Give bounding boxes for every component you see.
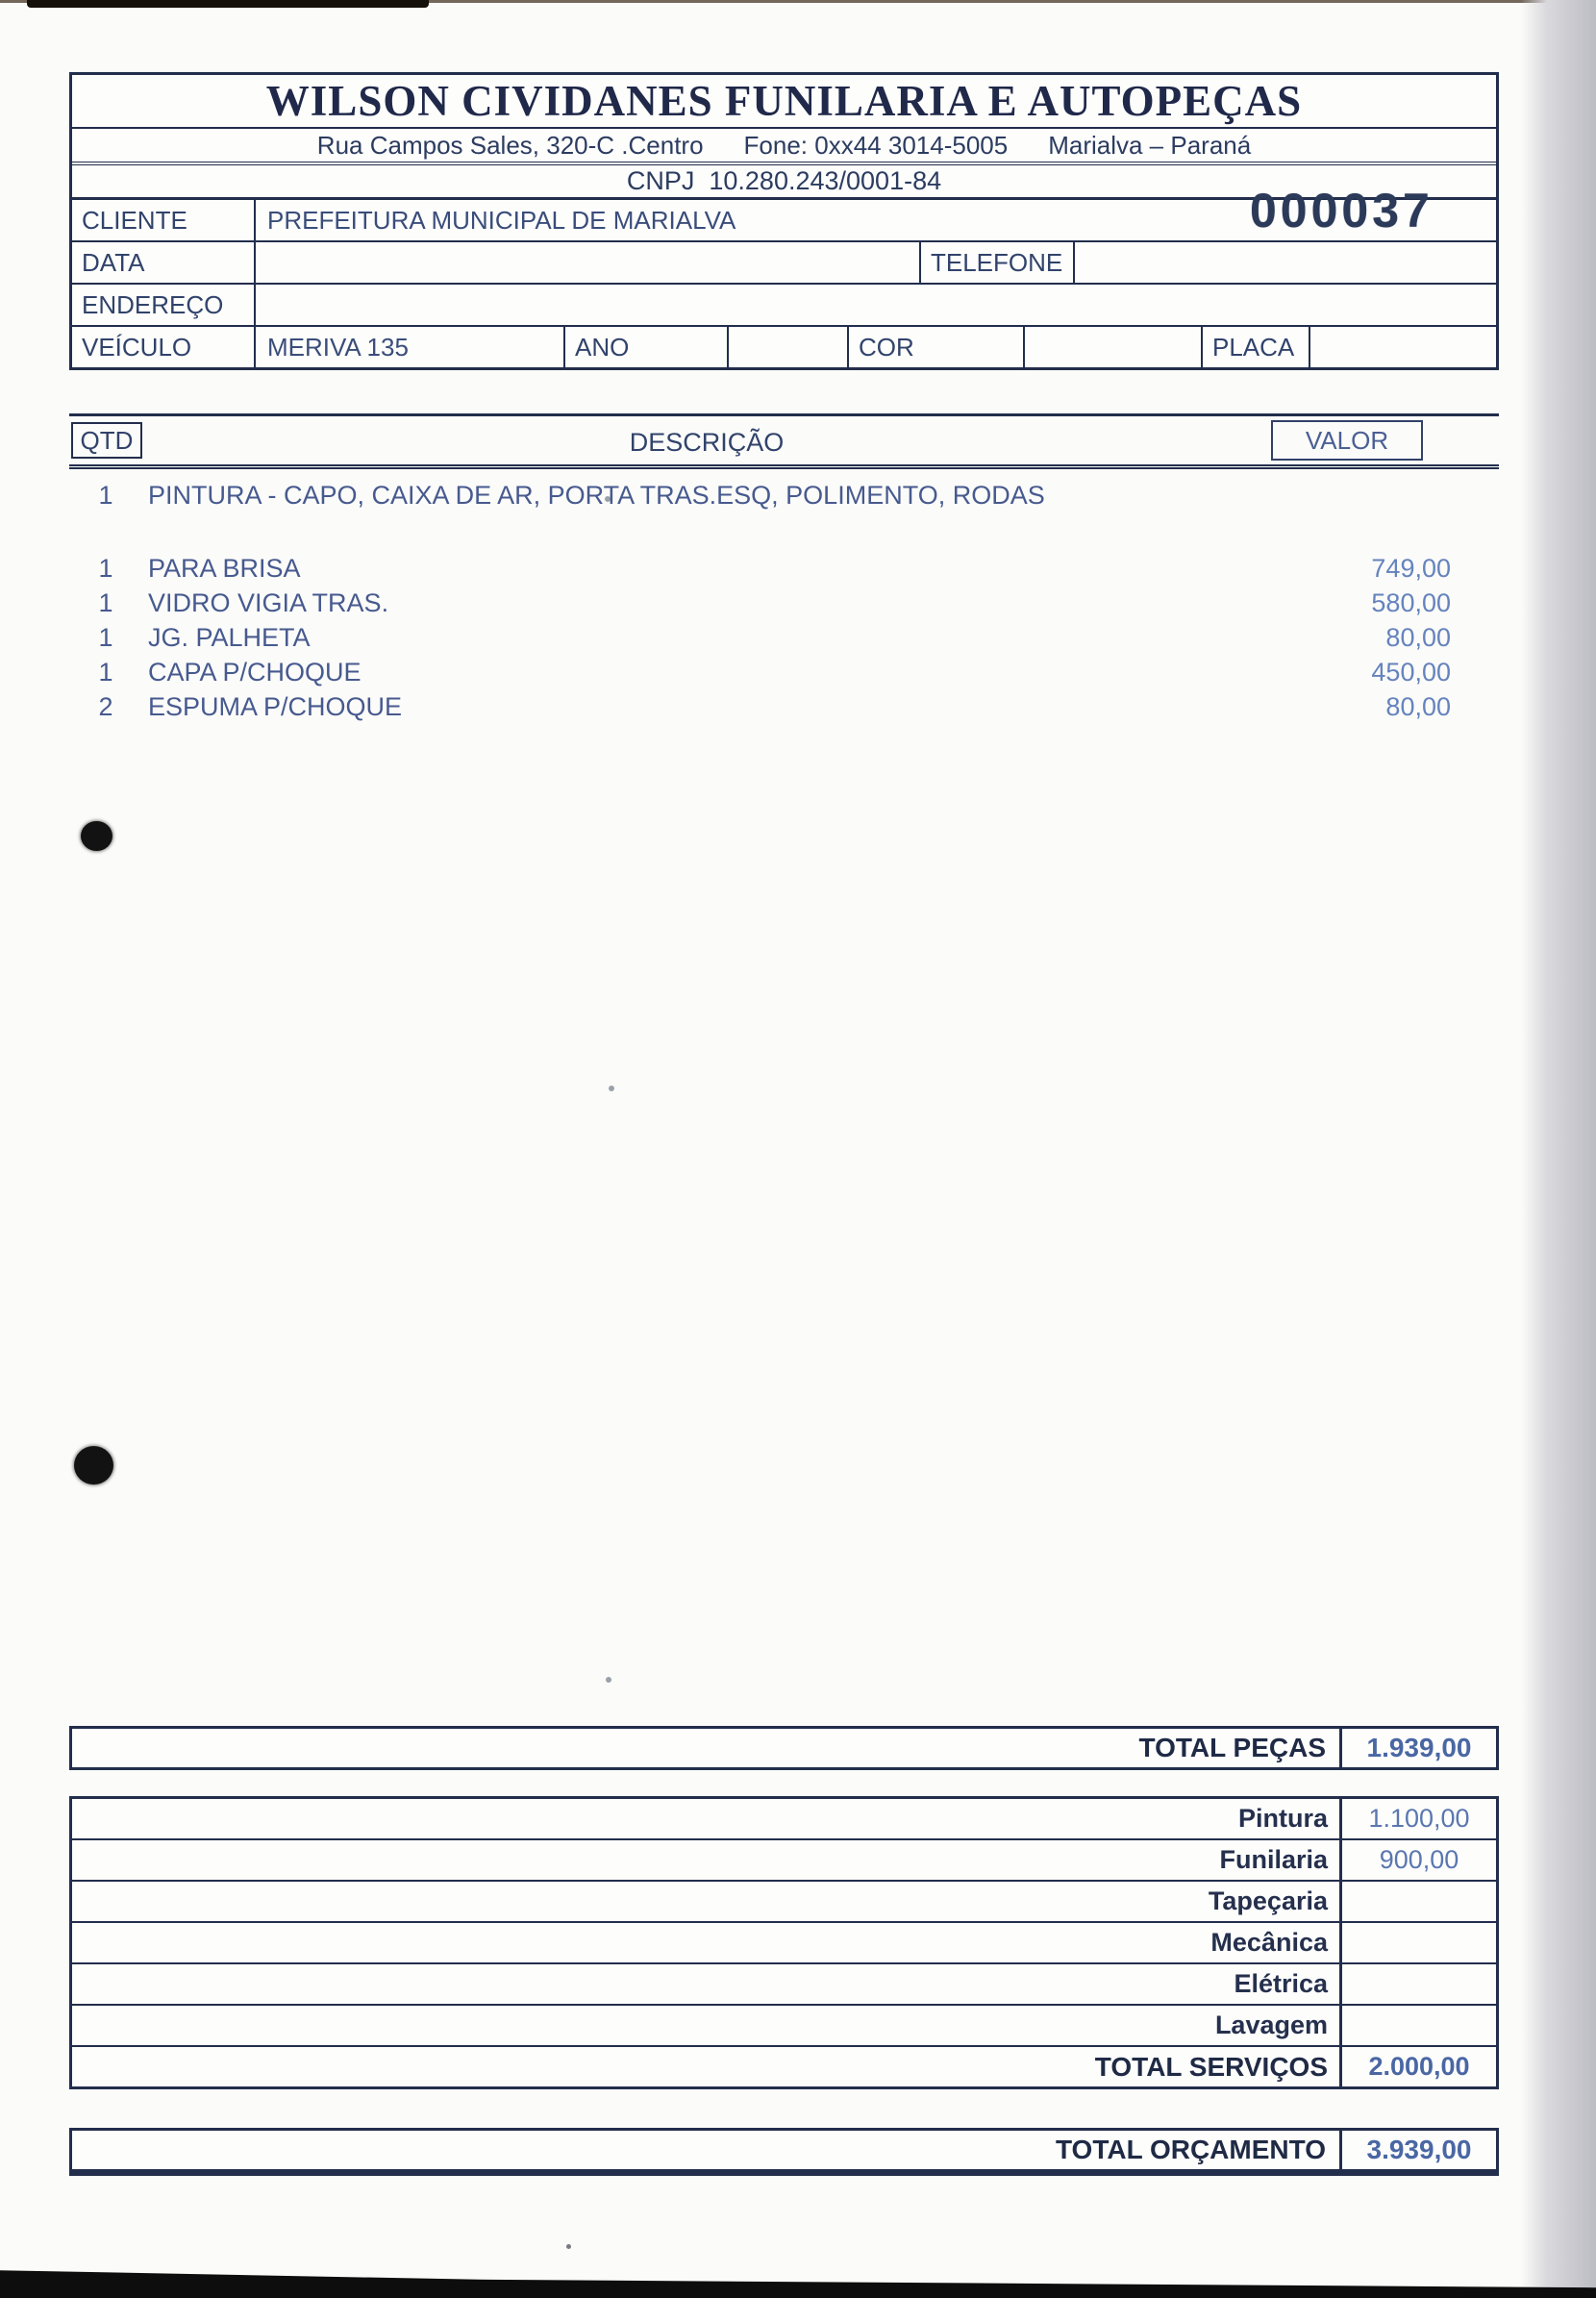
total-pecas-row (69, 1726, 1499, 1770)
item-row (69, 551, 1499, 586)
placa-label: PLACA (1203, 327, 1310, 367)
qtd-column-header: QTD (71, 422, 142, 459)
item-description: PARA BRISA (148, 553, 301, 583)
item-row (69, 655, 1499, 689)
service-value (1339, 1882, 1496, 1921)
service-row (72, 2004, 1496, 2045)
items-table-body (69, 478, 1499, 724)
total-orcamento-row (69, 2128, 1499, 2176)
data-row (72, 242, 1496, 285)
total-pecas-value: 1.939,00 (1339, 1729, 1496, 1767)
total-servicos-row (72, 2045, 1496, 2086)
service-row (72, 1799, 1496, 1838)
service-label: Elétrica (1234, 1969, 1328, 1998)
telefone-label: TELEFONE (921, 242, 1075, 283)
address-phone: Fone: 0xx44 3014-5005 (743, 130, 1009, 160)
cnpj-value: CNPJ 10.280.243/0001-84 (626, 166, 942, 195)
veiculo-value: MERIVA 135 (256, 327, 565, 367)
order-number-stamp: 000037 (1250, 184, 1434, 237)
total-pecas-label: TOTAL PEÇAS (1138, 1733, 1326, 1762)
item-row (69, 586, 1499, 620)
service-row (72, 1962, 1496, 2004)
service-value (1339, 1923, 1496, 1962)
service-value (1339, 2006, 1496, 2045)
service-label: Pintura (1237, 1804, 1328, 1833)
items-table-header (69, 413, 1499, 469)
item-description: CAPA P/CHOQUE (148, 657, 362, 687)
endereco-label: ENDEREÇO (72, 285, 256, 325)
scan-speck (566, 2244, 571, 2249)
cor-label: COR (849, 327, 1025, 367)
ink-dot-artifact (81, 821, 112, 851)
item-row (69, 620, 1499, 655)
endereco-row (72, 285, 1496, 327)
item-value: 80,00 (1385, 691, 1451, 721)
veiculo-label: VEÍCULO (72, 327, 256, 367)
scan-edge-top-bar (27, 0, 429, 8)
item-qty: 1 (98, 587, 113, 617)
cliente-value: PREFEITURA MUNICIPAL DE MARIALVA (267, 205, 736, 235)
service-row (72, 1838, 1496, 1880)
item-qty: 2 (98, 691, 113, 721)
placa-value (1310, 327, 1496, 367)
ink-dot-artifact (74, 1446, 113, 1485)
item-value: 749,00 (1371, 553, 1451, 583)
service-label: Mecânica (1210, 1928, 1328, 1957)
total-orcamento-label: TOTAL ORÇAMENTO (1055, 2135, 1326, 2164)
item-qty: 1 (98, 657, 113, 687)
service-row (72, 1880, 1496, 1921)
ano-value (729, 327, 849, 367)
item-row (69, 689, 1499, 724)
item-qty: 1 (98, 480, 113, 510)
data-label: DATA (72, 242, 256, 283)
item-value: 450,00 (1371, 657, 1451, 687)
scan-speck (606, 1677, 611, 1683)
item-row (69, 478, 1499, 512)
service-value (1339, 1964, 1496, 2004)
data-value (256, 242, 921, 283)
ano-label: ANO (565, 327, 729, 367)
endereco-value (256, 285, 1496, 325)
service-row (72, 1921, 1496, 1962)
item-description: JG. PALHETA (148, 622, 311, 652)
company-name: WILSON CIVIDANES FUNILARIA E AUTOPEÇAS (265, 77, 1303, 125)
scan-speck (609, 1086, 614, 1091)
item-value: 580,00 (1371, 587, 1451, 617)
items-spacer (69, 512, 1499, 551)
item-description: ESPUMA P/CHOQUE (148, 691, 403, 721)
item-qty: 1 (98, 622, 113, 652)
item-value: 80,00 (1385, 622, 1451, 652)
service-label: Lavagem (1214, 2011, 1328, 2039)
total-servicos-label: TOTAL SERVIÇOS (1094, 2051, 1328, 2082)
item-description: PINTURA - CAPO, CAIXA DE AR, PORTA TRAS.ESQ, POLIMENTO, RODAS (148, 480, 1045, 510)
total-orcamento-value: 3.939,00 (1339, 2131, 1496, 2169)
service-label: Funilaria (1219, 1845, 1328, 1874)
services-table (69, 1796, 1499, 2089)
address-street: Rua Campos Sales, 320-C .Centro (316, 130, 704, 160)
service-label: Tapeçaria (1208, 1886, 1328, 1915)
veiculo-row (72, 327, 1496, 367)
scan-edge-right-shadow (1521, 0, 1596, 2298)
telefone-value (1075, 242, 1496, 283)
cliente-label: CLIENTE (72, 200, 256, 240)
descricao-column-header: DESCRIÇÃO (629, 428, 785, 457)
company-address-row (72, 129, 1496, 165)
address-city: Marialva – Paraná (1048, 130, 1252, 160)
valor-column-header: VALOR (1271, 420, 1423, 461)
service-value: 1.100,00 (1339, 1799, 1496, 1838)
scan-edge-bottom (0, 2240, 1596, 2298)
item-description: VIDRO VIGIA TRAS. (148, 587, 389, 617)
company-title-row (72, 75, 1496, 129)
item-qty: 1 (98, 553, 113, 583)
cor-value (1025, 327, 1203, 367)
total-servicos-value: 2.000,00 (1339, 2047, 1496, 2086)
service-value: 900,00 (1339, 1840, 1496, 1880)
